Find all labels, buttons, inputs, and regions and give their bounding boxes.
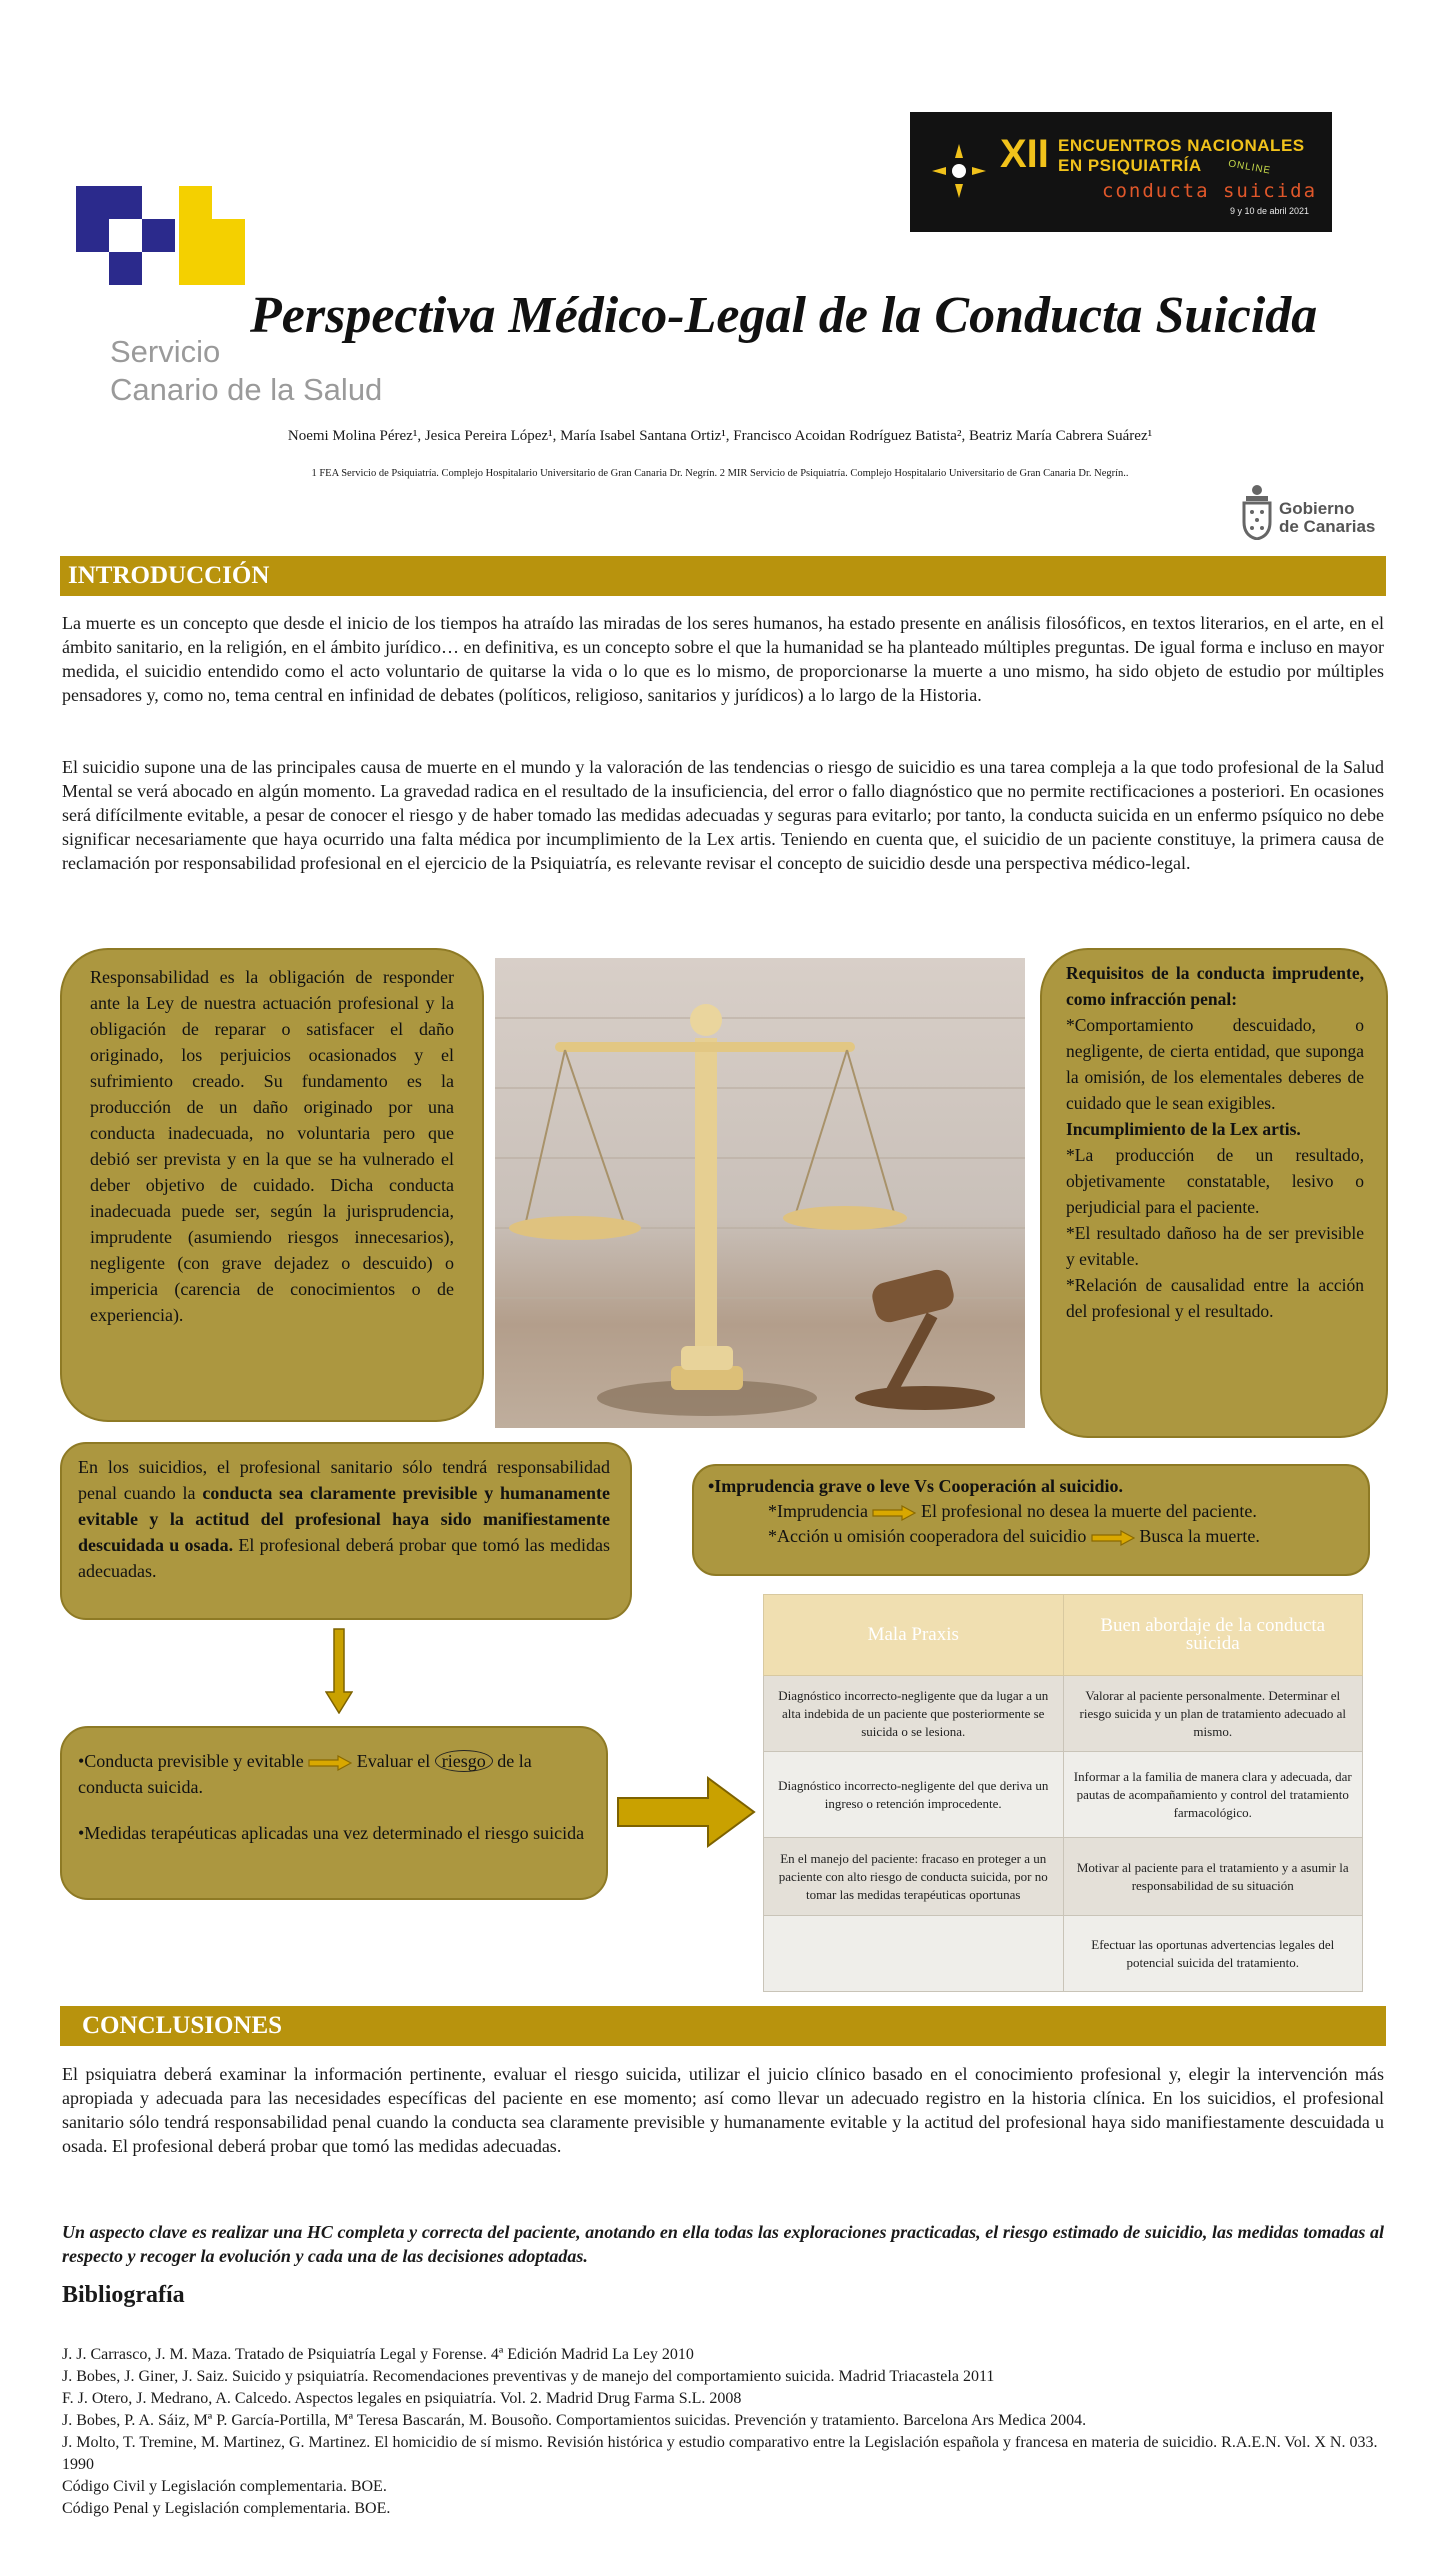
- table-header-mala-praxis: Mala Praxis: [764, 1595, 1064, 1676]
- responsabilidad-box: [60, 948, 484, 1422]
- gobierno-line1: Gobierno: [1279, 499, 1355, 518]
- bibliography-item: F. J. Otero, J. Medrano, A. Calcedo. Aspectos legales en psiquiatría. Vol. 2. Madrid Drug Farma S.L. 2008: [62, 2390, 742, 2407]
- table-row: [764, 1752, 1363, 1838]
- right-arrow-icon: [872, 1505, 916, 1521]
- requisitos-item-2: *La producción de un resultado, objetivamente constatable, lesivo o perjudicial para el paciente.: [1066, 1145, 1364, 1217]
- requisitos-heading-2: Incumplimiento de la Lex artis.: [1066, 1119, 1301, 1139]
- justice-scales-image: [495, 958, 1025, 1428]
- bibliography-item: J. Bobes, J. Giner, J. Saiz. Suicido y psiquiatría. Recomendaciones preventivas y de manejo del comportamiento suicida. Madrid Triacastela 2011: [62, 2368, 995, 2385]
- affiliations: 1 FEA Servicio de Psiquiatría. Complejo Hospitalario Universitario de Gran Canaria Dr. Negrín. 2 MIR Servicio de Psiquiatría. Complejo Hospitalario Universitario de Gran Canaria Dr. Negrín..: [311, 468, 1129, 479]
- logo-square-yellow: [179, 219, 212, 252]
- right-arrow-icon: [308, 1755, 352, 1771]
- imprudencia-line2-b: Busca la muerte.: [1139, 1526, 1260, 1546]
- authors: Noemi Molina Pérez¹, Jesica Pereira López¹, María Isabel Santana Ortiz¹, Francisco Acoidan Rodríguez Batista², Beatriz María Cabrera Suárez¹: [287, 428, 1153, 444]
- conducta-line2: •Medidas terapéuticas aplicadas una vez determinado el riesgo suicida: [78, 1823, 585, 1843]
- gobierno-line2: de Canarias: [1279, 517, 1376, 536]
- logo-line2: Canario de la Salud: [110, 372, 383, 407]
- imprudencia-line1-b: El profesional no desea la muerte del paciente.: [920, 1501, 1257, 1521]
- logo-square-yellow: [212, 219, 245, 252]
- table-cell: En el manejo del paciente: fracaso en proteger a un paciente con alto riesgo de conducta suicida, por no tomar las medidas terapéuticas oportunas: [764, 1838, 1064, 1916]
- scs-logo: [76, 186, 256, 316]
- intro-paragraph-1: La muerte es un concepto que desde el inicio de los tiempos ha atraído las miradas de los seres humanos, ha estado presente en análisis filosóficos, en textos literarios, en el arte, en el ámbito sanitario, en la religión, en el ámbito jurídico… en definitiva, es un concepto sobre el que la humanidad se ha planteado múltiples preguntas. De igual forma e incluso en mayor medida, el suicidio entendido como el acto voluntario de quitarse la vida o lo que es lo mismo, de proporcionarse la muerte a uno mismo, ha sido objeto de estudio por múltiples pensadores y, como no, tema central en infinidad de debates (políticos, religioso, sanitarios y jurídicos) a lo largo de la Historia.: [62, 613, 1384, 705]
- table-cell: Valorar al paciente personalmente. Determinar el riesgo suicida y un plan de tratamiento adecuado al mismo.: [1063, 1676, 1363, 1752]
- table-cell: [764, 1916, 1064, 1992]
- logo-line1: Servicio: [110, 334, 221, 369]
- suicidios-box: [60, 1442, 632, 1620]
- requisitos-box: [1040, 948, 1388, 1438]
- event-date: 9 y 10 de abril 2021: [1230, 206, 1310, 216]
- requisitos-item-3: *El resultado dañoso ha de ser previsible y evitable.: [1066, 1223, 1364, 1269]
- suicidios-text-bold: conducta sea claramente previsible y humanamente evitable y la actitud del profesional haya sido manifiestamente descuidada u osada.: [78, 1483, 610, 1555]
- suicidios-text-1: En los suicidios, el profesional sanitario sólo tendrá responsabilidad penal cuando la: [78, 1457, 610, 1503]
- logo-square-blue: [109, 252, 142, 285]
- imprudencia-box: [692, 1464, 1370, 1576]
- table-cell: Informar a la familia de manera clara y adecuada, dar pautas de acompañamiento y control del tratamiento farmacológico.: [1063, 1752, 1363, 1838]
- requisitos-item-1: *Comportamiento descuidado, o negligente, de cierta entidad, que suponga la omisión, de los elementales deberes de cuidado que le sean exigibles.: [1066, 1015, 1364, 1113]
- conducta-line1: [78, 1748, 588, 1800]
- event-subtitle: conducta suicida: [1102, 180, 1318, 202]
- table-cell: Motivar al paciente para el tratamiento y a asumir la responsabilidad de su situación: [1063, 1838, 1363, 1916]
- right-arrow-icon: [1091, 1530, 1135, 1546]
- table-cell: Diagnóstico incorrecto-negligente del que deriva un ingreso o retención improcedente.: [764, 1752, 1064, 1838]
- bibliography-heading: Bibliografía: [62, 2282, 185, 2308]
- event-online: ONLINE: [1227, 158, 1272, 177]
- praxis-table: [763, 1594, 1363, 1992]
- requisitos-item-4: *Relación de causalidad entre la acción del profesional y el resultado.: [1066, 1275, 1364, 1321]
- conclusions-paragraph-2: Un aspecto clave es realizar una HC completa y correcta del paciente, anotando en ella todas las exploraciones practicadas, el riesgo estimado de suicidio, las medidas tomadas al respecto y recoger la evolución y cada una de las decisiones adoptadas.: [62, 2222, 1384, 2266]
- page-title: Perspectiva Médico-Legal de la Conducta Suicida: [250, 287, 1318, 344]
- bibliography-item: Código Penal y Legislación complementaria. BOE.: [62, 2500, 391, 2517]
- table-cell: Efectuar las oportunas advertencias legales del potencial suicida del tratamiento.: [1063, 1916, 1363, 1992]
- event-line1: ENCUENTROS NACIONALES: [1058, 136, 1305, 155]
- bibliography-item: J. J. Carrasco, J. M. Maza. Tratado de Psiquiatría Legal y Forense. 4ª Edición Madrid La Ley 2010: [62, 2346, 694, 2363]
- conducta-line1-b: Evaluar: [356, 1751, 413, 1771]
- bibliography-list: [62, 2344, 1384, 2520]
- conclusions-paragraph-1: El psiquiatra deberá examinar la información pertinente, evaluar el riesgo suicida, utilizar el juicio clínico basado en el conocimiento profesional y, elegir la intervención más apropiada y adecuada para las necesidades específicas del paciente en ese momento; así como llevar un adecuado registro en la historia clínica. En los suicidios, el profesional sanitario sólo tendrá responsabilidad penal cuando la conducta sea claramente previsible y humanamente evitable y la actitud del profesional haya sido manifiestamente descuidada u osada. El profesional deberá probar que tomó las medidas adecuadas.: [62, 2064, 1384, 2156]
- logo-square-blue: [109, 186, 142, 219]
- bibliography-item: J. Bobes, P. A. Sáiz, Mª P. García-Portilla, Mª Teresa Bascarán, M. Bousoño. Comportamientos suicidas. Prevención y tratamiento. Barcelona Ars Medica 2004.: [62, 2412, 1087, 2429]
- event-badge: [910, 112, 1332, 232]
- table-row: [764, 1916, 1363, 1992]
- logo-square-blue: [76, 186, 109, 219]
- riesgo-circled-word: riesgo: [435, 1750, 493, 1772]
- suicidios-text-2: El profesional deberá probar que tomó las medidas adecuadas.: [78, 1535, 610, 1581]
- logo-square-blue: [142, 219, 175, 252]
- conducta-line1-a: •Conducta previsible y evitable: [78, 1751, 304, 1771]
- bibliography-item: Código Civil y Legislación complementaria. BOE.: [62, 2478, 387, 2495]
- responsabilidad-text: Responsabilidad es la obligación de responder ante la Ley de nuestra actuación profesional y la obligación de reparar o satisfacer el daño originado, los perjuicios ocasionados y el sufrimiento creado. Su fundamento es la producción de un daño originado por una conducta inadecuada, no voluntaria pero que debió ser prevista y en la que se ha vulnerado el deber objetivo de cuidado. Dicha conducta inadecuada puede ser, según la jurisprudencia, imprudente (asumiendo riesgos innecesarios), negligente (con grave dejadez o descuido) o impericia (carencia de conocimientos o de experiencia).: [90, 967, 454, 1325]
- imprudencia-heading: •Imprudencia grave o leve Vs Cooperación al suicidio.: [708, 1476, 1123, 1496]
- logo-square-yellow: [212, 252, 245, 285]
- conclusions-heading: CONCLUSIONES: [60, 2006, 1386, 2046]
- imprudencia-line1-a: *Imprudencia: [768, 1501, 868, 1521]
- table-cell: Diagnóstico incorrecto-negligente que da lugar a un alta indebida de un paciente que posteriormente se suicida o se lesiona.: [764, 1676, 1064, 1752]
- suicidios-text: [78, 1454, 610, 1584]
- intro-paragraph-2: El suicidio supone una de las principales causa de muerte en el mundo y la valoración de las tendencias o riesgo de suicidio es una tarea compleja a la que todo profesional de la Salud Mental se verá abocado en algún momento. La gravedad radica en el resultado de la insuficiencia, del error o fallo diagnóstico que no permite rectificaciones a posteriori. En ocasiones será difícilmente evitable, a pesar de conocer el riesgo y de haber tomado las medidas adecuadas y seguras para evitarlo; por tanto, la conducta suicida en un enfermo psíquico no debe significar necesariamente que haya ocurrido una falta médica por incumplimiento de la Lex artis. Teniendo en cuenta que, el suicidio de un paciente constituye, la primera causa de reclamación por responsabilidad profesional en el ejercicio de la Psiquiatría, es relevante revisar el concepto de suicidio desde una perspectiva médico-legal.: [62, 757, 1384, 873]
- table-row: [764, 1838, 1363, 1916]
- sparkle-icon: [928, 140, 990, 202]
- table-row: [764, 1676, 1363, 1752]
- event-roman: XII: [1000, 132, 1049, 176]
- gobierno-label: [1279, 500, 1375, 536]
- conducta-line1-c: de la conducta suicida.: [78, 1751, 532, 1797]
- right-big-arrow-icon: [616, 1776, 756, 1848]
- gobierno-crest-icon: [1240, 484, 1274, 540]
- logo-square-yellow: [179, 186, 212, 219]
- logo-square-yellow: [179, 252, 212, 285]
- requisitos-heading: Requisitos de la conducta imprudente, como infracción penal:: [1066, 963, 1364, 1009]
- conducta-box: [60, 1726, 608, 1900]
- conducta-el-word: el: [417, 1751, 431, 1771]
- table-header-buen-abordaje: Buen abordaje de la conducta suicida: [1063, 1595, 1363, 1676]
- scales-of-justice-icon: [495, 958, 1025, 1428]
- event-line2: EN PSIQUIATRÍA: [1058, 156, 1202, 175]
- imprudencia-line2-a: *Acción u omisión cooperadora del suicidio: [768, 1526, 1087, 1546]
- bibliography-item: J. Molto, T. Tremine, M. Martinez, G. Martinez. El homicidio de sí mismo. Revisión histórica y estudio comparativo entre la Legislación española y francesa en materia de suicidio. R.A.E.N. Vol. X N. 033. 1990: [62, 2434, 1378, 2473]
- logo-square-blue: [76, 219, 109, 252]
- down-arrow-icon: [325, 1628, 353, 1714]
- intro-heading: INTRODUCCIÓN: [60, 556, 1386, 596]
